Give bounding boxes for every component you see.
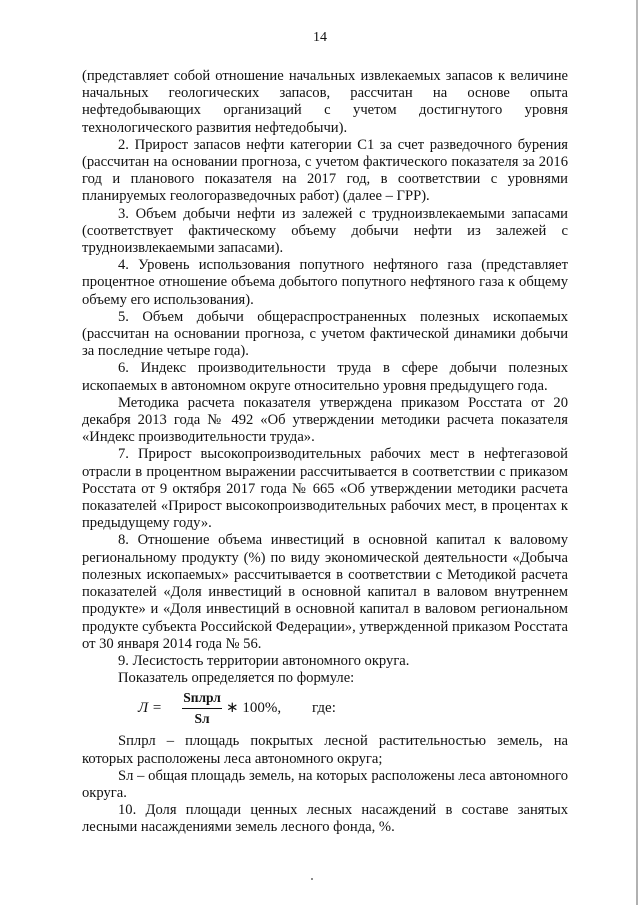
paragraph-1: (представляет собой отношение начальных извлекаемых запасов к величине начальных геологических запасов, рассчитан на основе опыта нефтедобывающих организаций с учетом достигнутого уровня технологического развития нефтедобычи). xyxy=(82,68,568,136)
paragraph-9: 8. Отношение объема инвестиций в основной капитал к валовому региональному продукту (%) по виду экономической деятельности «Добыча полезных ископаемых» рассчитывается в соответствии с Методикой расчета показателей «Доля инвестиций в основной капитал в валовом внутреннем продукте» и «Доля инвестиций в основной капитал в валовом региональном продукте субъекта Российской Федерации», утвержденной приказом Росстата от 30 января 2014 года № 56. xyxy=(82,532,568,652)
paragraph-10: 9. Лесистость территории автономного округа. xyxy=(118,652,410,669)
document-body xyxy=(82,68,568,837)
paragraph-14: 10. Доля площади ценных лесных насаждений в составе занятых лесными насаждениями земель лесного фонда, %. xyxy=(82,802,568,836)
paragraph-6: 6. Индекс производительности труда в сфере добычи полезных ископаемых в автономном округе относительно уровня предыдущего года. xyxy=(82,360,568,394)
page-edge xyxy=(636,0,638,905)
paragraph-7: Методика расчета показателя утверждена приказом Росстата от 20 декабря 2013 года № 492 «Об утверждении методики расчета показателя «Индекс производительности труда». xyxy=(82,394,568,446)
paragraph-5: 5. Объем добычи общераспространенных полезных ископаемых (рассчитан на основании прогноза, с учетом фактической динамики добычи за последние четыре года). xyxy=(82,308,568,360)
formula-denominator: Sл xyxy=(194,710,210,726)
paragraph-2: 2. Прирост запасов нефти категории С1 за счет разведочного бурения (рассчитан на основании прогноза, с учетом фактического показателя за 2016 год и планового показателя на 2017 год, в соответствии с уровнями планируемых геологоразведочных работ) (далее – ГРР). xyxy=(82,136,568,205)
formula-rhs: ∗ 100%, xyxy=(226,700,282,717)
formula-numerator: Sпл​рл xyxy=(183,690,221,706)
scan-speck xyxy=(311,878,313,880)
paragraph-4: 4. Уровень использования попутного нефтяного газа (представляет процентное отношение объема добытого попутного нефтяного газа к общему объему его использования). xyxy=(82,257,568,308)
paragraph-12: Sплрл – площадь покрытых лесной растительностью земель, на которых расположены леса автономного округа; xyxy=(82,733,568,767)
formula-fraction xyxy=(182,689,222,726)
paragraph-13: Sл – общая площадь земель, на которых расположены леса автономного округа. xyxy=(82,767,568,801)
formula-where: где: xyxy=(312,700,336,717)
paragraph-11: Показатель определяется по формуле: xyxy=(118,670,355,687)
paragraph-3: 3. Объем добычи нефти из залежей с трудноизвлекаемыми запасами (соответствует фактическому объему добычи нефти из залежей с трудноизвлекаемыми запасами). xyxy=(82,205,568,257)
page-number: 14 xyxy=(313,30,327,45)
formula xyxy=(82,689,568,729)
paragraph-8: 7. Прирост высокопроизводительных рабочих мест в нефтегазовой отрасли в процентном выражении рассчитывается в соответствии с приказом Росстата от 9 октября 2017 года № 665 «Об утверждении методики расчета показателей «Прирост высокопроизводительных рабочих мест, в процентах к предыдущему году». xyxy=(82,446,568,532)
formula-lhs: Л = xyxy=(138,700,163,717)
